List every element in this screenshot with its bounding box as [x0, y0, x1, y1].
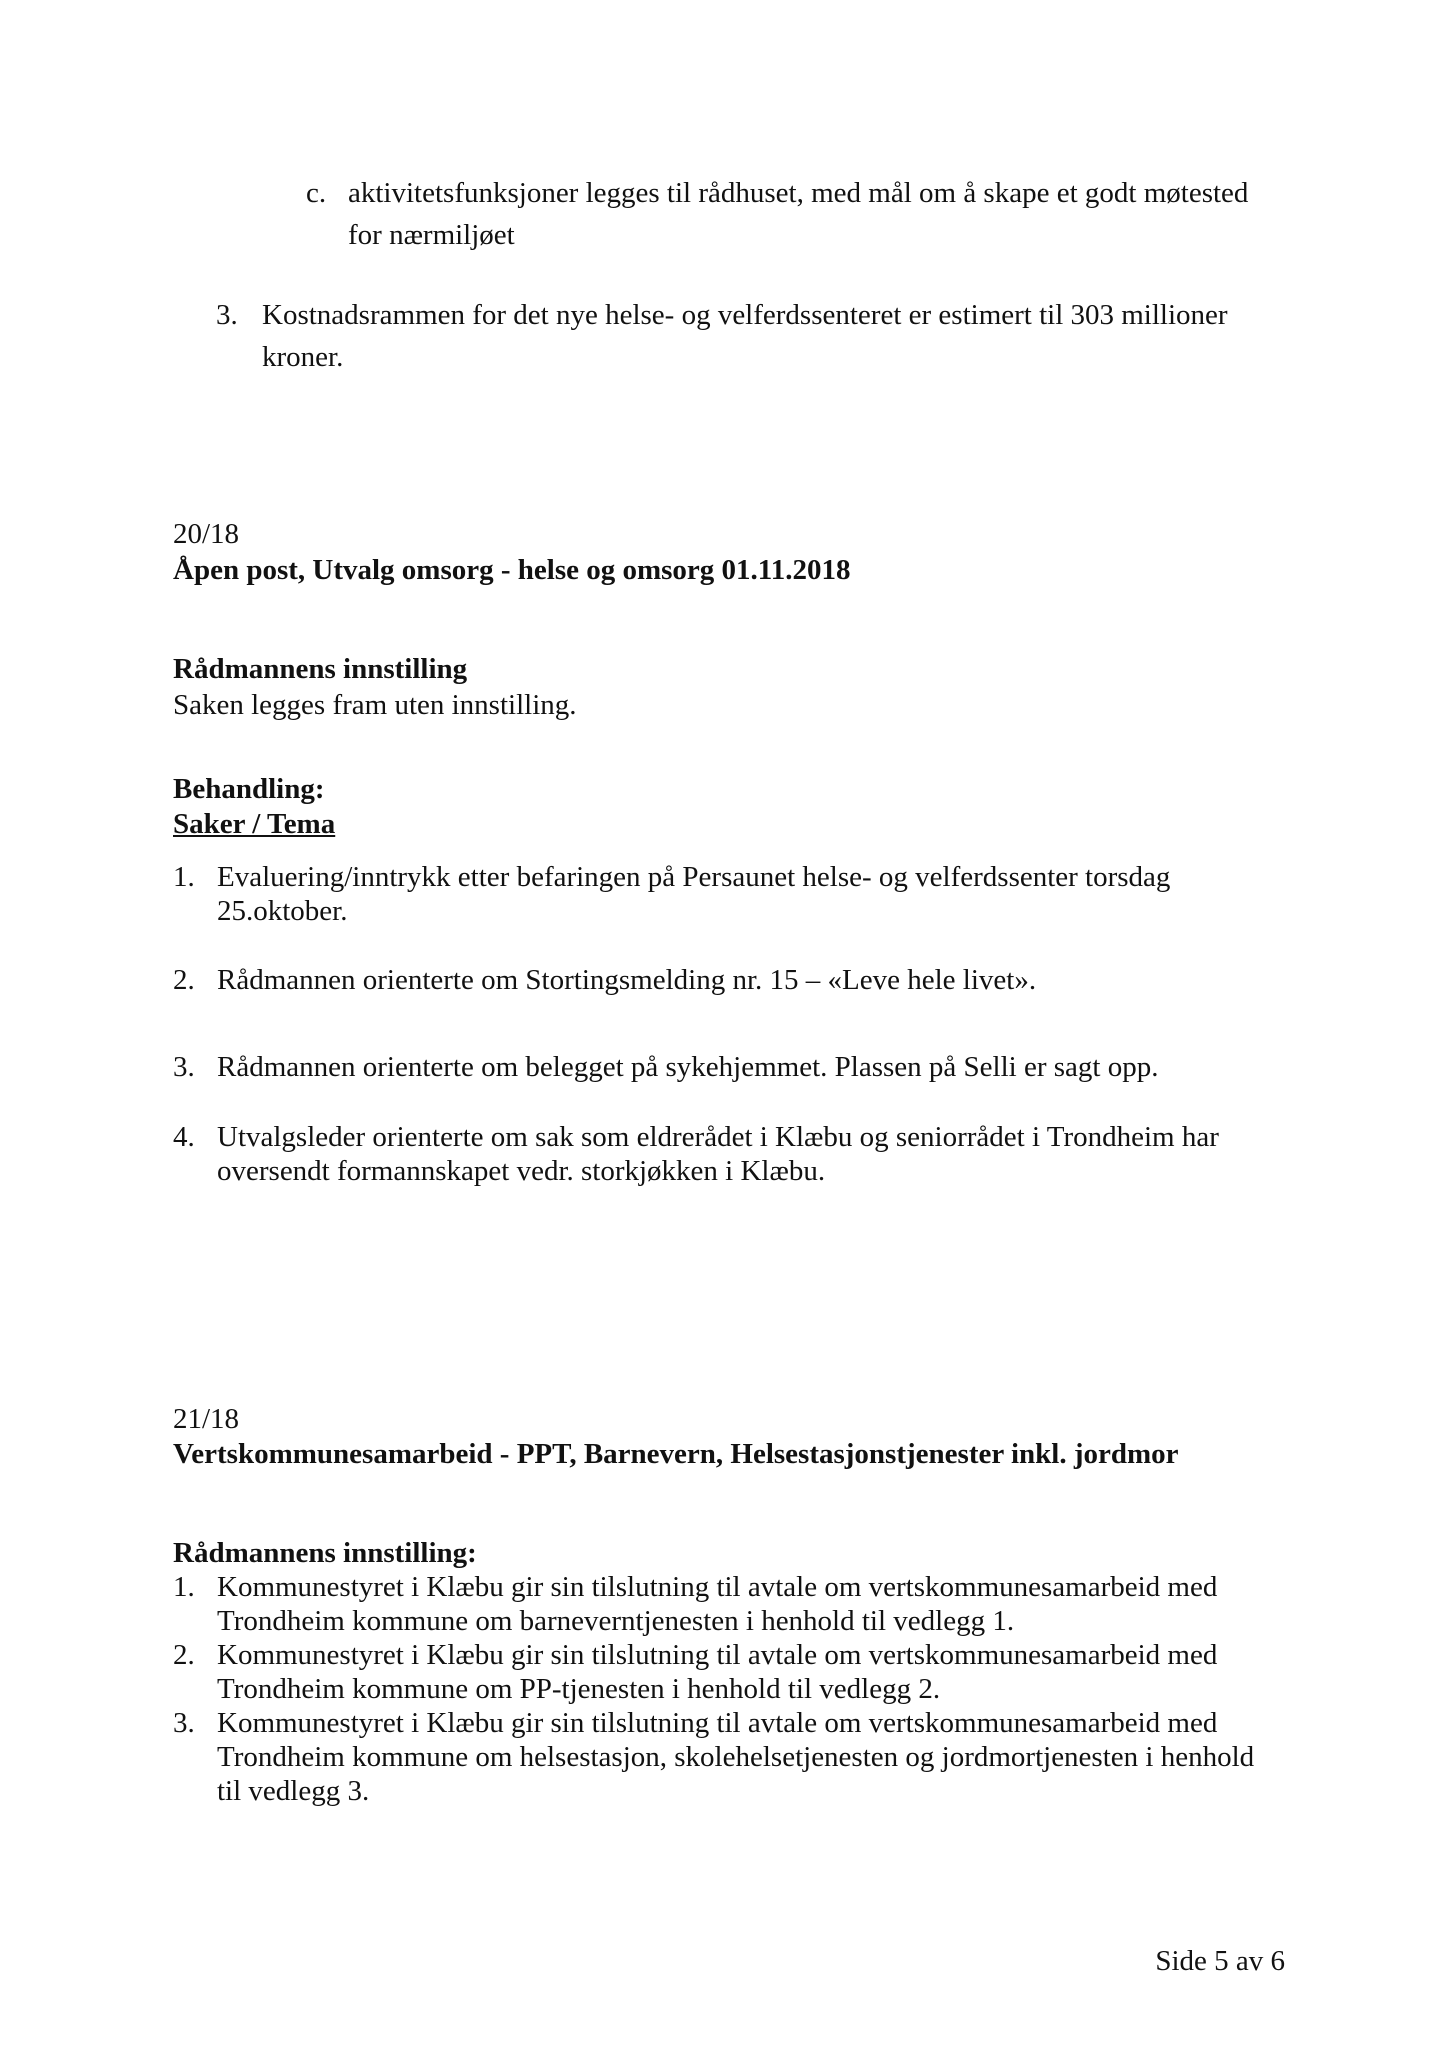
topics-heading: Saker / Tema [173, 808, 336, 840]
page-number: Side 5 av 6 [1155, 1945, 1285, 1977]
list-item-text: aktivitetsfunksjoner legges til rådhuset, med mål om å skape et godt møtested [348, 177, 1249, 209]
recommendation-heading: Rådmannens innstilling: [173, 1537, 477, 1569]
recommendation-heading: Rådmannens innstilling [173, 653, 468, 685]
recommendation-text: Saken legges fram uten innstilling. [173, 689, 577, 721]
treatment-heading: Behandling: [173, 773, 325, 805]
list-item-text: Rådmannen orienterte om belegget på sykehjemmet. Plassen på Selli er sagt opp. [217, 1051, 1159, 1083]
list-item-text: 25.oktober. [217, 895, 348, 927]
list-item-text: Trondheim kommune om helsestasjon, skolehelsetjenesten og jordmortjenesten i henhold [217, 1741, 1255, 1773]
case-title: Vertskommunesamarbeid - PPT, Barnevern, Helsestasjonstjenester inkl. jordmor [173, 1438, 1179, 1470]
case-title: Åpen post, Utvalg omsorg - helse og omsorg 01.11.2018 [173, 554, 851, 586]
case-number: 21/18 [173, 1403, 240, 1435]
list-item-text: Kommunestyret i Klæbu gir sin tilslutning til avtale om vertskommunesamarbeid med [217, 1639, 1218, 1671]
list-marker: 3. [173, 1707, 195, 1739]
list-item-text: Trondheim kommune om barneverntjenesten i henhold til vedlegg 1. [217, 1605, 1015, 1637]
list-item-text: Evaluering/inntrykk etter befaringen på Persaunet helse- og velferdssenter torsdag [217, 861, 1171, 893]
list-marker: 1. [173, 861, 195, 893]
list-item-text: for nærmiljøet [348, 219, 515, 251]
list-item-text: Kostnadsrammen for det nye helse- og velferdssenteret er estimert til 303 millioner [262, 299, 1228, 331]
list-item-text: Kommunestyret i Klæbu gir sin tilslutning til avtale om vertskommunesamarbeid med [217, 1571, 1218, 1603]
list-marker: 4. [173, 1121, 195, 1153]
list-marker: 2. [173, 964, 195, 996]
list-item-text: kroner. [262, 341, 344, 373]
list-marker: 3. [173, 1051, 195, 1083]
list-marker: c. [306, 177, 327, 209]
list-item-text: oversendt formannskapet vedr. storkjøkken i Klæbu. [217, 1155, 826, 1187]
case-number: 20/18 [173, 518, 240, 550]
list-marker: 3. [216, 299, 238, 331]
list-item-text: Rådmannen orienterte om Stortingsmelding nr. 15 – «Leve hele livet». [217, 964, 1037, 996]
list-item-text: til vedlegg 3. [217, 1775, 370, 1807]
list-item-text: Trondheim kommune om PP-tjenesten i henhold til vedlegg 2. [217, 1673, 941, 1705]
list-item-text: Kommunestyret i Klæbu gir sin tilslutning til avtale om vertskommunesamarbeid med [217, 1707, 1218, 1739]
list-marker: 1. [173, 1571, 195, 1603]
list-marker: 2. [173, 1639, 195, 1671]
list-item-text: Utvalgsleder orienterte om sak som eldrerådet i Klæbu og seniorrådet i Trondheim har [217, 1121, 1219, 1153]
